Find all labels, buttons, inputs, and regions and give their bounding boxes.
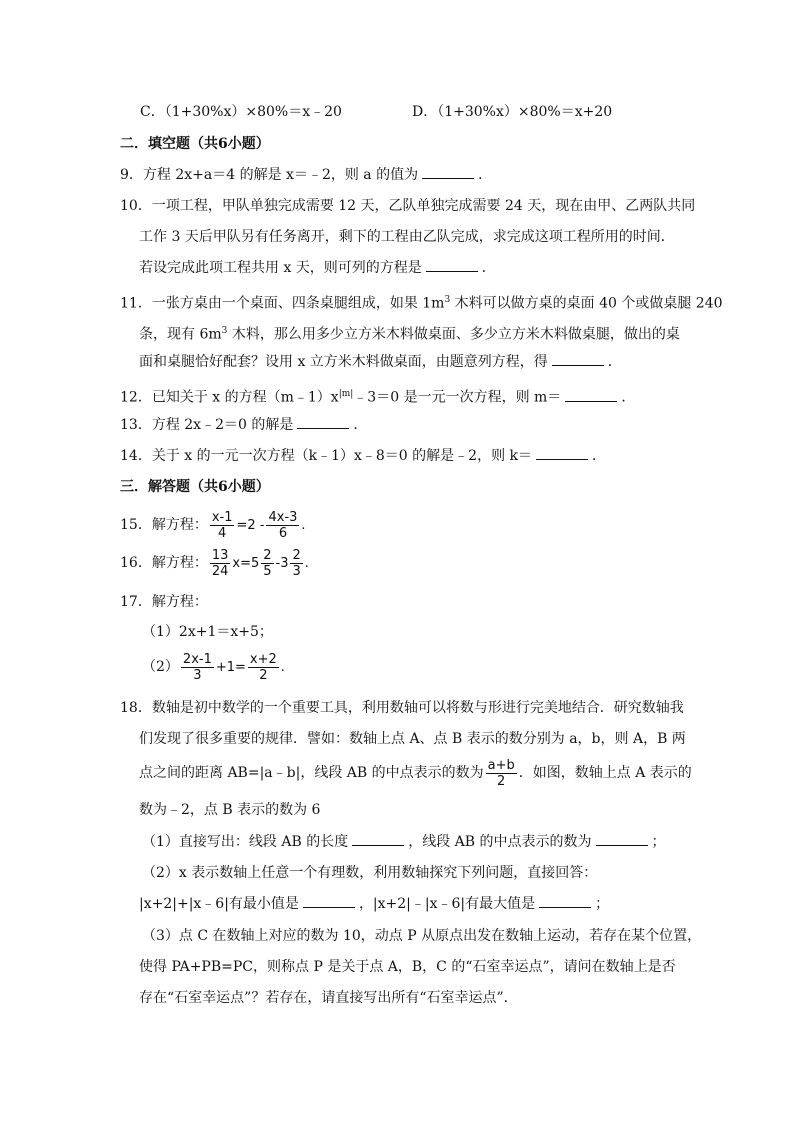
numerator: x-1 [211,509,233,525]
question-10-line3 [139,258,496,278]
question-11-end: ． [607,354,622,370]
question-10-end: ． [481,260,496,276]
answer-blank [565,389,617,402]
denominator: 5 [263,563,272,579]
answer-blank [426,259,478,272]
question-18-line3-b: ．如图，数轴上点 A 表示的 [518,765,692,781]
fraction [290,548,302,579]
fraction [248,652,279,683]
question-11-line2-b: 木料，那么用多少立方米木料做桌面、多少立方米木料做桌腿，做出的桌 [227,326,680,343]
fraction [210,510,235,541]
part-label: （2） [142,659,179,675]
denominator: 2 [259,667,268,683]
equation-part: +1= [215,660,246,675]
question-13-text: 13．方程 2x﹣2＝0 的解是 [120,417,294,433]
question-14-end: ． [592,448,607,464]
question-18-part3-line3: 存在“石室幸运点”？若存在，请直接写出所有“石室幸运点”． [139,990,518,1006]
question-11-line1-b: 木料可以做方桌的桌面 40 个或做桌腿 240 [450,295,723,312]
question-13 [120,415,367,435]
denominator: 4 [218,525,227,541]
part2-sub-a: |x+2|+|x﹣6|有最小值是 [139,896,299,912]
question-18-part3-line2: 使得 PA+PB=PC，则称点 P 是关于点 A，B，C 的“石室幸运点”，请问在数轴上是否 [139,959,676,975]
question-17-label: 17．解方程： [120,594,208,610]
question-18-line3-a: 点之间的距离 AB=|a﹣b|，线段 AB 的中点表示的数为 [139,765,484,781]
numerator: 2x-1 [182,651,212,667]
superscript: |m| [338,389,354,399]
question-10-line1: 10．一项工程，甲队单独完成需要 12 天，乙队单独完成需要 24 天，现在由甲、乙两队共同 [120,198,696,214]
denominator: 3 [292,563,301,579]
part1-text-b: ，线段 AB 的中点表示的数为 [408,834,592,850]
fraction [486,758,517,789]
fraction [261,548,273,579]
question-11-line3 [139,352,622,372]
denominator: 2 [497,773,506,789]
question-14 [120,446,606,466]
equation-end: . [304,556,309,571]
question-18-part2-sub [139,894,609,914]
fraction [266,510,299,541]
question-18-part2: （2）x 表示数轴上任意一个有理数，利用数轴探究下列问题，直接回答： [142,865,598,881]
section-fill-in-title: 二．填空题（共6小题） [120,136,270,152]
equation-end: . [280,660,285,675]
denominator: 3 [193,667,202,683]
numerator: a+b [487,757,515,773]
answer-blank [297,416,349,429]
question-18-part3-line1: （3）点 C 在数轴上对应的数为 10，动点 P 从原点出发在数轴上运动，若存在某个位置， [142,928,702,944]
superscript: 3 [221,326,228,336]
part1-end: ； [651,834,666,850]
question-18-line2: 们发现了很多重要的规律．譬如：数轴上点 A、点 B 表示的数分别为 a，b，则 A，B 两 [139,731,686,747]
option-d: D．（1+30%x）×80%＝x+20 [412,104,613,120]
question-17-part2 [142,650,285,685]
question-12 [120,384,635,408]
question-11-line3-text: 面和桌腿恰好配套？设用 x 立方米木料做桌面，由题意列方程，得 [139,354,548,370]
question-10-line2: 工作 3 天后甲队另有任务离开，剩下的工程由乙队完成，求完成这项工程所用的时间． [139,229,675,245]
question-9-text: 9．方程 2x+a＝4 的解是 x＝﹣2，则 a 的值为 [120,167,419,183]
option-c: C．（1+30%x）×80%＝x﹣20 [140,104,342,120]
denominator: 24 [211,563,229,579]
answer-blank [422,166,474,179]
part1-text-a: （1）直接写出：线段 AB 的长度 [142,834,349,850]
question-18-line4: 数为﹣2，点 B 表示的数为 6 [139,802,321,818]
question-16-label: 16．解方程： [120,555,208,571]
numerator: x+2 [249,651,277,667]
question-18-line3 [139,756,692,790]
fraction [181,652,214,683]
section-solve-title: 三．解答题（共6小题） [120,479,270,495]
question-11-line2 [139,321,680,345]
question-13-end: ． [353,417,368,433]
answer-blank [539,895,591,908]
numerator: 13 [211,547,229,563]
question-11-line1-a: 11．一张方桌由一个桌面、四条桌腿组成，如果 1m [120,295,445,312]
question-16 [120,546,309,581]
question-18-part1 [142,832,666,852]
answer-blank [552,353,604,366]
numerator: 2 [292,547,301,563]
denominator: 6 [278,525,288,541]
question-11-line1 [120,290,723,314]
question-12-end: ． [621,389,636,406]
question-12-b: ﹣3＝0 是一元一次方程，则 m＝ [353,389,562,406]
part2-sub-b: ，|x+2|﹣|x﹣6|有最大值是 [358,896,536,912]
fraction [210,548,231,579]
equation-end: . [301,518,306,533]
superscript: 3 [444,295,451,305]
question-9 [120,165,492,185]
numerator: 2 [263,547,272,563]
answer-blank [536,447,588,460]
equation-part: x=5 [232,556,260,571]
question-15-label: 15．解方程： [120,517,208,533]
question-17-part1: （1）2x+1＝x+5； [142,624,273,640]
answer-blank [596,833,648,846]
answer-blank [303,895,355,908]
question-12-a: 12．已知关于 x 的方程（m﹣1）x [120,389,339,406]
question-15 [120,508,306,543]
question-9-end: ． [478,167,493,183]
question-14-text: 14．关于 x 的一元一次方程（k﹣1）x﹣8＝0 的解是﹣2，则 k＝ [120,448,533,464]
equation-part: =2 - [236,518,265,533]
question-18-line1: 18．数轴是初中数学的一个重要工具，利用数轴可以将数与形进行完美地结合．研究数轴我 [120,700,684,716]
part2-sub-end: ； [595,896,610,912]
question-11-line2-a: 条，现有 6m [139,326,222,343]
answer-blank [352,833,404,846]
numerator: 4x-3 [268,509,298,525]
question-10-line3-text: 若设完成此项工程共用 x 天，则可列的方程是 [139,260,422,276]
equation-part: -3 [275,556,289,571]
